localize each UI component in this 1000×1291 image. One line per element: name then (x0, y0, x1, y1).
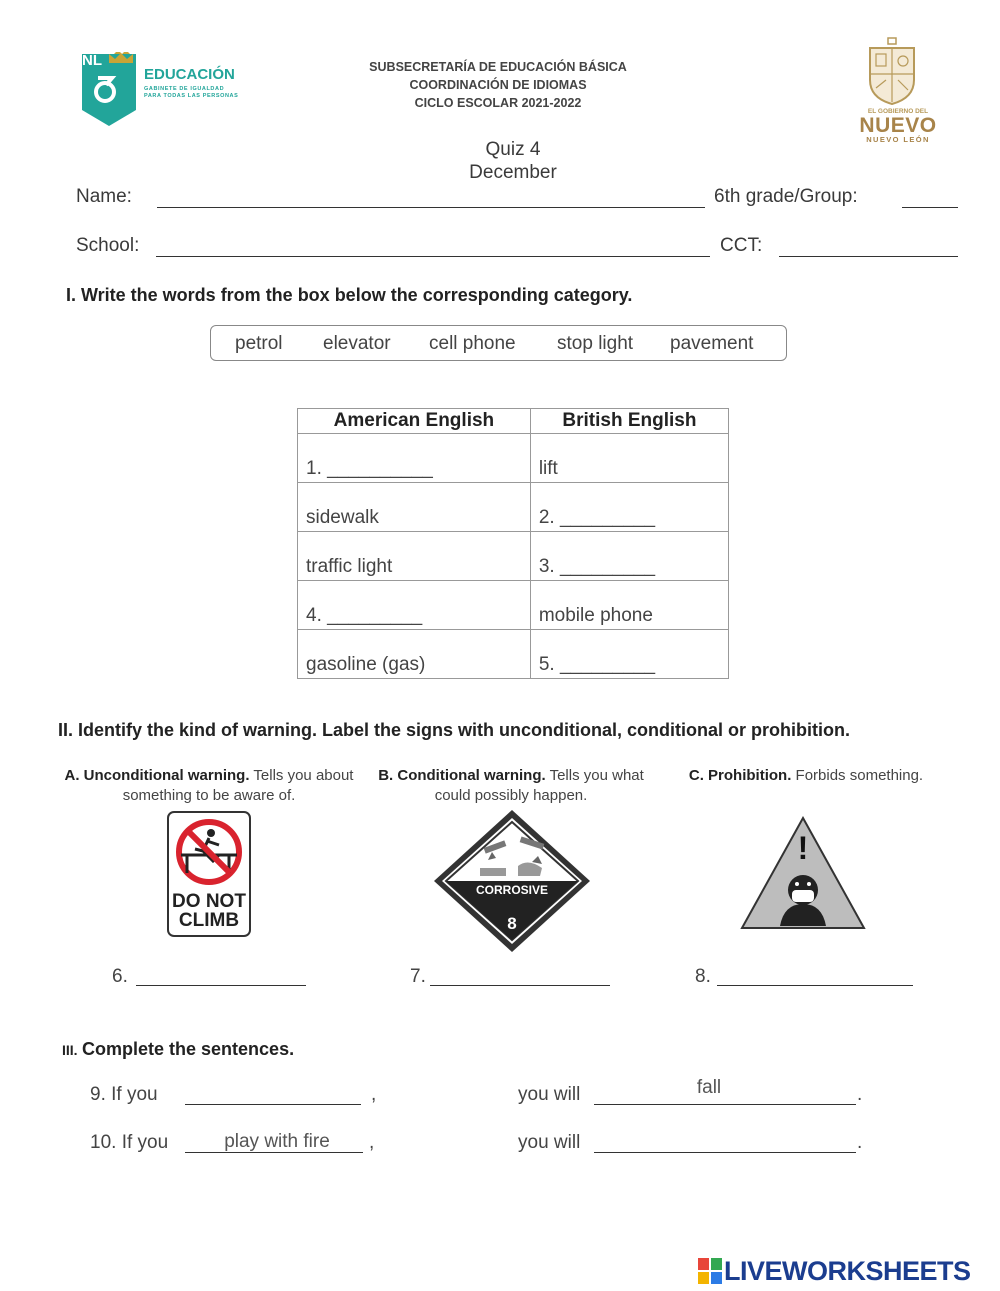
sentence-9-blank-1[interactable] (185, 1104, 361, 1105)
sentence-10-end: . (857, 1132, 863, 1153)
vocabulary-table (297, 408, 729, 679)
sentence-10-answer-1[interactable]: play with fire (224, 1131, 330, 1152)
table-row (298, 483, 729, 532)
table-row (298, 532, 729, 581)
section-1-title: I. Write the words from the box below the corresponding category. (66, 285, 633, 305)
name-label: Name: (76, 186, 132, 207)
coat-of-arms-icon (864, 36, 920, 108)
table-row (298, 630, 729, 679)
mask-warning-sign (740, 816, 866, 930)
sign-a-line-1: DO NOT (172, 891, 246, 912)
answer-6-label: 6. (112, 966, 128, 987)
sign-a-line-2: CLIMB (178, 910, 240, 931)
table-row (298, 581, 729, 630)
education-subtitle-2: PARA TODAS LAS PERSONAS (144, 93, 239, 99)
table-cell[interactable]: 1. __________ (298, 434, 531, 483)
header-line-3: CICLO ESCOLAR 2021-2022 (414, 96, 582, 110)
section-3-prefix: III. (62, 1042, 78, 1058)
sentence-9-end: . (857, 1084, 863, 1105)
sentence-9-start: 9. If you (90, 1084, 158, 1105)
warning-type-a: A. Unconditional warning. (64, 767, 250, 784)
sign-c-line-1: ! (797, 830, 809, 866)
warning-text-a: Tells you about something to be aware of. (122, 767, 354, 804)
do-not-climb-sign (167, 811, 251, 937)
warning-text-b: Tells you what could possibly happen. (434, 767, 644, 804)
liveworksheets-icon (698, 1258, 722, 1284)
word-item: petrol (235, 333, 283, 354)
header-line-1: SUBSECRETARÍA DE EDUCACIÓN BÁSICA (369, 60, 627, 74)
government-small: EL GOBIERNO DEL (867, 108, 929, 115)
header-line-2: COORDINACIÓN DE IDIOMAS (409, 78, 587, 92)
sign-b-line-2: 8 (507, 914, 517, 933)
crown-icon (108, 52, 134, 64)
answer-7-label: 7. (410, 966, 426, 987)
education-logo (80, 52, 250, 132)
quiz-month: December (469, 162, 557, 183)
table-cell[interactable]: 4. _________ (298, 581, 531, 630)
sentence-10-blank-2[interactable] (594, 1152, 856, 1153)
table-cell[interactable]: 2. _________ (530, 483, 728, 532)
table-header: American English (298, 409, 531, 434)
corrosive-sign (432, 808, 592, 954)
education-subtitle-1: GABINETE DE IGUALDAD (144, 86, 225, 92)
section-3-text: Complete the sentences. (82, 1039, 295, 1059)
footer-brand: LIVEWORKSHEETS (724, 1256, 971, 1286)
school-label: School: (76, 235, 140, 256)
name-input-line[interactable] (157, 207, 705, 208)
word-item: elevator (323, 333, 391, 354)
warning-type-c: C. Prohibition. (688, 767, 792, 784)
table-cell: lift (530, 434, 728, 483)
section-2-title: II. Identify the kind of warning. Label the signs with unconditional, conditional or prohibition. (58, 720, 850, 740)
word-box (210, 325, 787, 361)
grade-label: 6th grade/Group: (714, 186, 858, 207)
sentence-9-comma: , (371, 1084, 377, 1105)
warning-type-b: B. Conditional warning. (378, 767, 546, 784)
warning-description-a (62, 766, 356, 806)
table-cell: mobile phone (530, 581, 728, 630)
warning-text-c: Forbids something. (791, 767, 924, 784)
section-3-title (62, 1039, 294, 1060)
badge-text: NL (82, 52, 102, 69)
sentence-10-start: 10. If you (90, 1132, 169, 1153)
sign-b-line-1: CORROSIVE (475, 883, 548, 897)
cct-input-line[interactable] (779, 256, 958, 257)
answer-8-line[interactable] (717, 985, 913, 986)
table-cell: sidewalk (298, 483, 531, 532)
sentence-9-blank-2[interactable] (594, 1104, 856, 1105)
liveworksheets-logo (698, 1256, 998, 1286)
sentence-9-mid: you will (518, 1084, 581, 1105)
warning-description-b (378, 766, 644, 806)
word-item: pavement (670, 333, 754, 354)
education-title: EDUCACIÓN (144, 66, 235, 83)
table-cell: traffic light (298, 532, 531, 581)
warning-description-c (666, 766, 946, 786)
table-header: British English (530, 409, 728, 434)
answer-7-line[interactable] (430, 985, 610, 986)
answer-6-line[interactable] (136, 985, 306, 986)
table-cell[interactable]: 3. _________ (530, 532, 728, 581)
sentence-9-answer-2[interactable]: fall (696, 1077, 722, 1098)
cct-label: CCT: (720, 235, 763, 256)
word-item: cell phone (429, 333, 516, 354)
sentence-10-mid: you will (518, 1132, 581, 1153)
group-input-line[interactable] (902, 207, 958, 208)
government-big: NUEVO (859, 114, 937, 137)
table-cell[interactable]: 5. _________ (530, 630, 728, 679)
sentence-10-comma: , (369, 1132, 375, 1153)
government-sub: NUEVO LEÓN (866, 135, 930, 144)
table-cell: gasoline (gas) (298, 630, 531, 679)
table-row (298, 434, 729, 483)
word-item: stop light (557, 333, 634, 354)
government-logo (842, 36, 942, 146)
quiz-title: Quiz 4 (485, 139, 541, 160)
answer-8-label: 8. (695, 966, 711, 987)
table-header-row (298, 409, 729, 434)
school-input-line[interactable] (156, 256, 710, 257)
